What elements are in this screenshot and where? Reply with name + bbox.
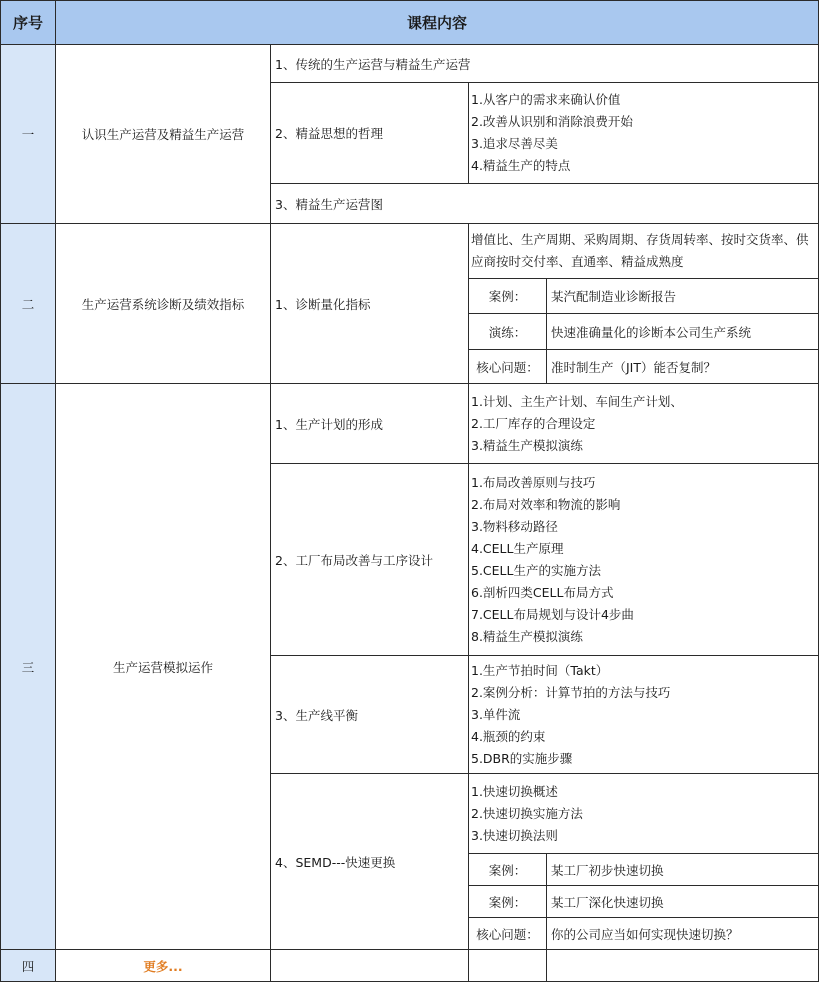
list-item: 1.从客户的需求来确认价值 xyxy=(471,92,621,107)
list-item: 5.DBR的实施步骤 xyxy=(471,750,573,766)
pair-value: 快速准确量化的诊断本公司生产系统 xyxy=(546,313,819,350)
empty-cell xyxy=(546,949,819,982)
section-3-index: 三 xyxy=(0,383,56,950)
pair-key: 核心问题： xyxy=(468,349,547,384)
pair-value: 某工厂初步快速切换 xyxy=(546,853,819,886)
topic-items xyxy=(468,383,819,464)
topic-label: 3、生产线平衡 xyxy=(270,655,469,774)
section-2-index: 二 xyxy=(0,223,56,384)
pair-value: 准时制生产（JIT）能否复制？ xyxy=(546,349,819,384)
list-item: 3.单件流 xyxy=(471,706,521,722)
list-item: 2.布局对效率和物流的影响 xyxy=(471,496,621,512)
list-item: 3.快速切换法则 xyxy=(471,827,558,843)
pair-value: 某汽配制造业诊断报告 xyxy=(546,278,819,314)
topic-label: 2、精益思想的哲理 xyxy=(270,82,469,184)
list-item: 2.工厂库存的合理设定 xyxy=(471,415,596,431)
list-item: 4.瓶颈的约束 xyxy=(471,728,546,744)
topic-items xyxy=(468,773,819,854)
indicator-text: 增值比、生产周期、采购周期、存货周转率、按时交货率、供应商按时交付率、直通率、精益成熟度 xyxy=(468,223,819,279)
section-1-index: 一 xyxy=(0,44,56,224)
section-2-title: 生产运营系统诊断及绩效指标 xyxy=(55,223,271,384)
topic-label: 3、精益生产运营图 xyxy=(270,183,819,224)
list-item: 2.改善从识别和消除浪费开始 xyxy=(471,114,633,129)
pair-key: 案例： xyxy=(468,885,547,918)
topic-label: 1、生产计划的形成 xyxy=(270,383,469,464)
empty-cell xyxy=(468,949,547,982)
section-4-index: 四 xyxy=(0,949,56,982)
topic-label: 1、传统的生产运营与精益生产运营 xyxy=(270,44,819,83)
list-item: 6.剖析四类CELL布局方式 xyxy=(471,584,614,600)
topic-items xyxy=(468,655,819,774)
header-index: 序号 xyxy=(0,0,56,45)
list-item: 4.精益生产的特点 xyxy=(471,158,571,173)
list-item: 5.CELL生产的实施方法 xyxy=(471,562,601,578)
topic-items xyxy=(468,82,819,184)
pair-key: 案例： xyxy=(468,278,547,314)
section-3-title: 生产运营模拟运作 xyxy=(55,383,271,950)
list-item: 2.案例分析：计算节拍的方法与技巧 xyxy=(471,684,671,700)
list-item: 1.快速切换概述 xyxy=(471,783,558,799)
list-item: 8.精益生产模拟演练 xyxy=(471,628,583,644)
topic-label: 2、工厂布局改善与工序设计 xyxy=(270,463,469,656)
header-content: 课程内容 xyxy=(55,0,819,45)
section-1-title: 认识生产运营及精益生产运营 xyxy=(55,44,271,224)
pair-value: 某工厂深化快速切换 xyxy=(546,885,819,918)
list-item: 3.精益生产模拟演练 xyxy=(471,437,583,453)
more-link[interactable]: 更多... xyxy=(55,949,271,982)
empty-cell xyxy=(270,949,469,982)
list-item: 3.物料移动路径 xyxy=(471,518,558,534)
list-item: 4.CELL生产原理 xyxy=(471,540,564,556)
topic-items xyxy=(468,463,819,656)
pair-key: 案例： xyxy=(468,853,547,886)
list-item: 3.追求尽善尽美 xyxy=(471,136,558,151)
list-item: 7.CELL布局规划与设计4步曲 xyxy=(471,606,634,622)
topic-label: 1、诊断量化指标 xyxy=(270,223,469,384)
pair-value: 你的公司应当如何实现快速切换？ xyxy=(546,917,819,950)
list-item: 1.计划、主生产计划、车间生产计划、 xyxy=(471,393,683,409)
pair-key: 核心问题： xyxy=(468,917,547,950)
pair-key: 演练： xyxy=(468,313,547,350)
topic-label: 4、SEMD---快速更换 xyxy=(270,773,469,950)
list-item: 1.生产节拍时间（Takt） xyxy=(471,662,609,678)
list-item: 2.快速切换实施方法 xyxy=(471,805,583,821)
list-item: 1.布局改善原则与技巧 xyxy=(471,474,596,490)
